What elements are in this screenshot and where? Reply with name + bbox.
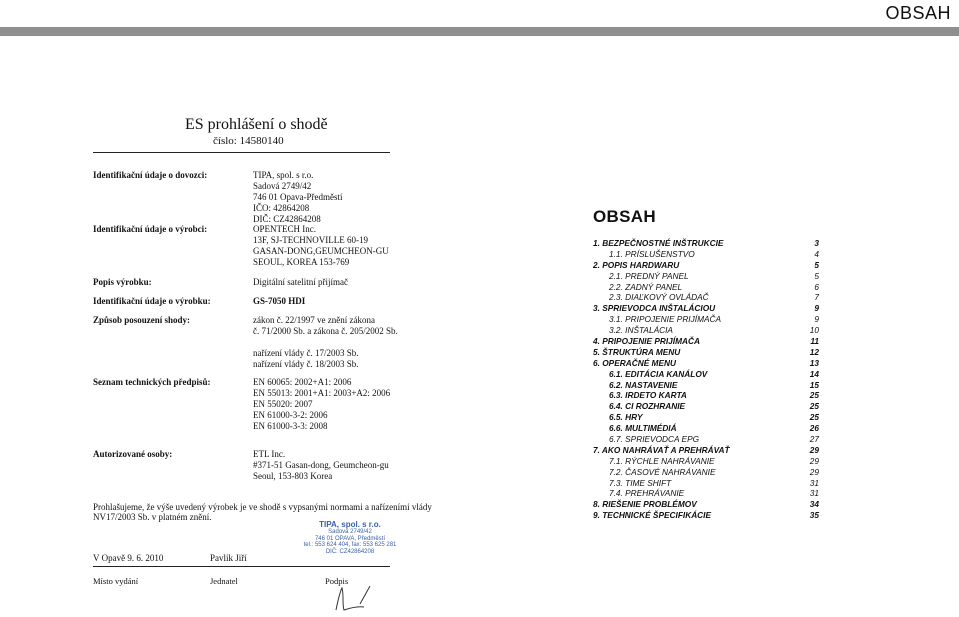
toc-entry[interactable] bbox=[593, 369, 833, 380]
value-line: 746 01 Opava-Předměstí bbox=[253, 192, 343, 202]
toc-entry[interactable] bbox=[593, 271, 833, 282]
statement-line: Prohlašujeme, že výše uvedený výrobek je ve shodě s vypsanými normami a nařízeními vlády bbox=[93, 502, 432, 512]
toc-entry-label: 5. ŠTRUKTÚRA MENU bbox=[593, 346, 681, 357]
product-description bbox=[253, 277, 348, 288]
value-line: #371-51 Gasan-dong, Geumcheon-gu bbox=[253, 460, 389, 470]
toc-entry-label: 6.4. CI ROZHRANIE bbox=[609, 401, 686, 412]
manufacturer-label: Identifikační údaje o výrobci: bbox=[93, 224, 208, 234]
toc-entry-page: 27 bbox=[809, 434, 819, 445]
value-line: EN 61000-3-3: 2008 bbox=[253, 421, 328, 431]
toc-entry-label: 9. TECHNICKÉ ŠPECIFIKÁCIE bbox=[593, 510, 712, 521]
toc-entry[interactable] bbox=[593, 499, 833, 510]
manufacturer-details bbox=[253, 224, 389, 268]
footer-signature-label: Podpis bbox=[325, 576, 349, 586]
toc-entry-page: 5 bbox=[814, 259, 819, 270]
toc-entry-label: 6.3. IRDETO KARTA bbox=[609, 390, 687, 401]
toc-entry-label: 2.1. PREDNÝ PANEL bbox=[609, 270, 689, 281]
declaration-document bbox=[0, 0, 440, 617]
toc-entry[interactable] bbox=[593, 434, 833, 445]
authorized-details bbox=[253, 449, 389, 482]
document-number: číslo: 14580140 bbox=[213, 135, 284, 147]
value-line: DIČ: CZ42864208 bbox=[253, 214, 321, 224]
toc-entry[interactable] bbox=[593, 456, 833, 467]
toc-entry-page: 35 bbox=[809, 510, 819, 521]
toc-entry-page: 7 bbox=[814, 292, 819, 303]
product-description-label: Popis výrobku: bbox=[93, 277, 152, 287]
value-line: IČO: 42864208 bbox=[253, 203, 310, 213]
toc-entry-label: 8. RIEŠENIE PROBLÉMOV bbox=[593, 499, 697, 510]
toc-entry[interactable] bbox=[593, 314, 833, 325]
toc-entry-page: 34 bbox=[809, 499, 819, 510]
company-stamp bbox=[300, 520, 400, 565]
stamp-line: DIČ: CZ42864208 bbox=[325, 548, 375, 555]
toc-entry-label: 7.3. TIME SHIFT bbox=[609, 477, 672, 488]
toc-entry-label: 2.3. DIAĽKOVÝ OVLÁDAČ bbox=[609, 292, 709, 303]
value-line: GASAN-DONG,GEUMCHEON-GU bbox=[253, 246, 389, 256]
divider bbox=[93, 152, 390, 153]
toc-entry-label: 1.1. PRÍSLUŠENSTVO bbox=[609, 248, 695, 259]
divider bbox=[93, 566, 390, 567]
value-line: ETL Inc. bbox=[253, 449, 286, 459]
value-line: nařízení vlády č. 18/2003 Sb. bbox=[253, 359, 359, 369]
toc-entry-page: 6 bbox=[814, 281, 819, 292]
toc-entry[interactable] bbox=[593, 390, 833, 401]
toc-entry-page: 4 bbox=[814, 248, 819, 259]
product-id-label: Identifikační údaje o výrobku: bbox=[93, 296, 211, 306]
importer-details bbox=[253, 170, 342, 225]
stamp-line: Sadová 2749/42 bbox=[328, 529, 372, 535]
toc-entry[interactable] bbox=[593, 325, 833, 336]
value-line: OPENTECH Inc. bbox=[253, 224, 316, 234]
toc-entry-page: 26 bbox=[809, 423, 819, 434]
value-line: EN 61000-3-2: 2006 bbox=[253, 410, 328, 420]
page-header-title: OBSAH bbox=[885, 3, 951, 23]
toc-entry[interactable] bbox=[593, 412, 833, 423]
importer-label: Identifikační údaje o dovozci: bbox=[93, 170, 208, 180]
toc-entry-page: 11 bbox=[810, 336, 819, 347]
conformity-details bbox=[253, 315, 398, 370]
toc-entry-page: 31 bbox=[809, 477, 819, 488]
conformity-label: Způsob posouzení shody: bbox=[93, 315, 191, 325]
value-line: zákon č. 22/1997 ve znění zákona bbox=[253, 315, 375, 325]
toc-entry-page: 31 bbox=[809, 488, 819, 499]
toc-entry[interactable] bbox=[593, 380, 833, 391]
value-line: EN 55020: 2007 bbox=[253, 399, 313, 409]
value-line: Digitální satelitní přijímač bbox=[253, 277, 348, 287]
toc-entry[interactable] bbox=[593, 238, 833, 249]
place-and-date: V Opavě 9. 6. 2010 bbox=[93, 553, 164, 563]
toc-entry-label: 6.2. NASTAVENIE bbox=[609, 379, 678, 390]
toc-entry[interactable] bbox=[593, 282, 833, 293]
signer-name: Pavlík Jiří bbox=[210, 553, 247, 563]
value-line: SEOUL, KOREA 153-769 bbox=[253, 257, 350, 267]
toc-heading: OBSAH bbox=[593, 207, 656, 226]
toc-entry-page: 29 bbox=[809, 444, 819, 455]
authorized-label: Autorizované osoby: bbox=[93, 449, 173, 459]
toc-entry[interactable] bbox=[593, 423, 833, 434]
toc-entry-label: 7. AKO NAHRÁVAŤ A PREHRÁVAŤ bbox=[593, 444, 730, 455]
toc-entry-page: 10 bbox=[809, 325, 819, 336]
toc-entry-page: 5 bbox=[814, 270, 819, 281]
value-line: Sadová 2749/42 bbox=[253, 181, 312, 191]
toc-entry-page: 9 bbox=[814, 314, 819, 325]
toc-entry-page: 15 bbox=[809, 379, 819, 390]
value-line: TIPA, spol. s r.o. bbox=[253, 170, 314, 180]
value-line: Seoul, 153-803 Korea bbox=[253, 471, 333, 481]
toc-entry[interactable] bbox=[593, 445, 833, 456]
toc-entry-page: 25 bbox=[809, 390, 819, 401]
toc-entry-label: 6.6. MULTIMÉDIÁ bbox=[609, 423, 677, 434]
toc-entry[interactable] bbox=[593, 260, 833, 271]
toc-entry-page: 29 bbox=[809, 466, 819, 477]
stamp-line: tel.: 553 624 404, fax: 553 625 281 bbox=[303, 542, 397, 548]
toc-entry-label: 3.2. INŠTALÁCIA bbox=[609, 325, 673, 336]
toc-entry[interactable] bbox=[593, 488, 833, 499]
toc-entry-page: 29 bbox=[809, 455, 819, 466]
value-line: nařízení vlády č. 17/2003 Sb. bbox=[253, 348, 359, 358]
toc-entry-label: 4. PRIPOJENIE PRIJÍMAČA bbox=[593, 336, 700, 347]
toc-entry-label: 1. BEZPEČNOSTNÉ INŠTRUKCIE bbox=[593, 238, 724, 248]
standards-list bbox=[253, 377, 390, 432]
toc-entry[interactable] bbox=[593, 401, 833, 412]
toc-entry-page: 14 bbox=[809, 368, 819, 379]
value-line: GS-7050 HDI bbox=[253, 296, 306, 306]
stamp-line: 746 01 OPAVA, Předměstí bbox=[314, 535, 386, 542]
value-line: 13F, SJ-TECHNOVILLE 60-19 bbox=[253, 235, 369, 245]
toc-entry-label: 3. SPRIEVODCA INŠTALÁCIOU bbox=[593, 303, 716, 314]
toc-entry-page: 25 bbox=[809, 401, 819, 412]
signature-image bbox=[330, 582, 380, 614]
value-line bbox=[253, 337, 398, 348]
toc-entry[interactable] bbox=[593, 358, 833, 369]
toc-entry[interactable] bbox=[593, 249, 833, 260]
toc-entry-label: 7.4. PREHRÁVANIE bbox=[609, 488, 685, 499]
toc-entry[interactable] bbox=[593, 336, 833, 347]
toc-entry-page: 3 bbox=[814, 238, 819, 248]
document-title: ES prohlášení o shodě bbox=[185, 116, 328, 133]
table-of-contents bbox=[593, 208, 833, 521]
footer-place-label: Místo vydání bbox=[93, 576, 139, 586]
toc-entry-page: 25 bbox=[809, 412, 819, 423]
toc-entry[interactable] bbox=[593, 510, 833, 521]
toc-entry-page: 12 bbox=[809, 346, 819, 357]
stamp-company-name: TIPA, spol. s r.o. bbox=[319, 520, 381, 529]
toc-entry-label: 7.2. ČASOVÉ NAHRÁVANIE bbox=[609, 466, 716, 477]
product-id bbox=[253, 296, 305, 307]
toc-entry[interactable] bbox=[593, 467, 833, 478]
toc-entry-label: 2. POPIS HARDWARU bbox=[593, 259, 680, 270]
footer-role-label: Jednatel bbox=[210, 576, 238, 586]
toc-entry-page: 9 bbox=[814, 303, 819, 314]
value-line: č. 71/2000 Sb. a zákona č. 205/2002 Sb. bbox=[253, 326, 398, 336]
toc-entry-label: 6.7. SPRIEVODCA EPG bbox=[609, 434, 700, 445]
standards-label: Seznam technických předpisů: bbox=[93, 377, 211, 387]
toc-entry-label: 7.1. RÝCHLE NAHRÁVANIE bbox=[609, 455, 715, 466]
toc-entry-label: 6.5. HRY bbox=[609, 412, 643, 423]
value-line: EN 60065: 2002+A1: 2006 bbox=[253, 377, 352, 387]
toc-entry-page: 13 bbox=[809, 357, 819, 368]
statement-line: NV17/2003 Sb. v platném znění. bbox=[93, 512, 212, 522]
toc-entry-label: 6.1. EDITÁCIA KANÁLOV bbox=[609, 368, 708, 379]
toc-entry-label: 6. OPERAČNÉ MENU bbox=[593, 357, 676, 368]
toc-entry[interactable] bbox=[593, 478, 833, 489]
toc-list bbox=[593, 238, 833, 521]
toc-entry[interactable] bbox=[593, 347, 833, 358]
declaration-statement bbox=[93, 502, 432, 522]
value-line: EN 55013: 2001+A1: 2003+A2: 2006 bbox=[253, 388, 391, 398]
toc-entry[interactable] bbox=[593, 292, 833, 303]
toc-entry-label: 3.1. PRIPOJENIE PRIJÍMAČA bbox=[609, 314, 722, 325]
toc-entry[interactable] bbox=[593, 303, 833, 314]
toc-entry-label: 2.2. ZADNÝ PANEL bbox=[609, 281, 683, 292]
